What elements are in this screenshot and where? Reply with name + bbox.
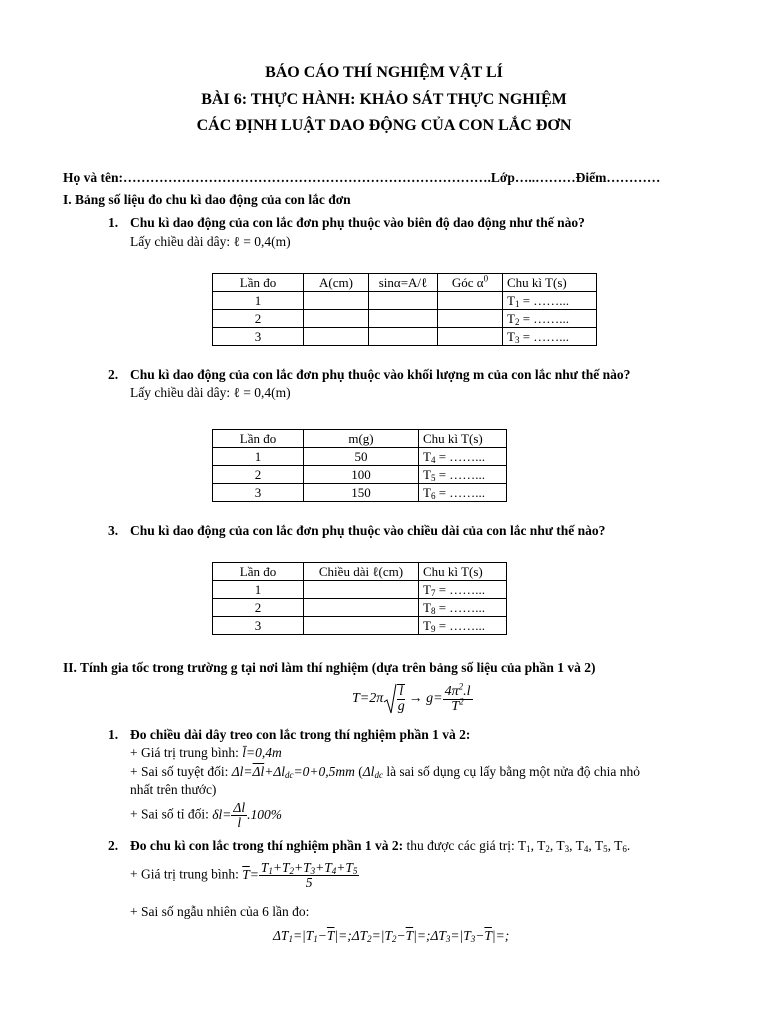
table-row <box>213 484 507 502</box>
cell-period: $T_5$ = ……... <box>419 466 507 484</box>
col-header-period: Chu kì T(s) <box>419 563 507 581</box>
length-absolute-error-note: nhất trên thước) <box>130 782 217 797</box>
cell-period: $T_8$ = ……... <box>419 599 507 617</box>
table-row <box>213 448 507 466</box>
cell-empty[interactable] <box>304 599 419 617</box>
question-1-text: Chu kì dao động của con lắc đơn phụ thuộc vào biên độ dao động như thế nào? <box>130 215 585 230</box>
report-title: BÁO CÁO THÍ NGHIỆM VẬT LÍ <box>265 64 503 81</box>
cell-trial: 2 <box>213 466 304 484</box>
cell-trial: 1 <box>213 448 304 466</box>
period-average-formula: $\overline{T}=$ $\frac{T_1+T_2+T_3+T_4+T_5}{5}$ <box>242 860 358 890</box>
angle-label: Góc α <box>451 275 484 290</box>
cell-trial: 1 <box>213 292 304 310</box>
period-formula: T=2π $\frac{l}{g}$ → g= $\frac{4\pi^2.l}{T^2}$ <box>352 680 471 714</box>
table-amplitude <box>212 273 597 346</box>
section-1-heading: I. Bảng số liệu đo chu kì dao động của con lắc đơn <box>63 192 351 207</box>
length-relative-error: + Sai số tỉ đối: δl= $\frac{\Delta l}{l}$ .100% <box>130 800 282 830</box>
cell-empty[interactable] <box>304 328 369 346</box>
table-row <box>213 581 507 599</box>
cell-empty[interactable] <box>369 328 438 346</box>
table-header-row <box>213 430 507 448</box>
cell-empty[interactable] <box>369 292 438 310</box>
question-1-number: 1. <box>108 215 119 230</box>
section-2-heading: II. Tính gia tốc trong trường g tại nơi làm thí nghiệm (dựa trên bảng số liệu của phần 1 và 2) <box>63 660 596 675</box>
cell-empty[interactable] <box>438 310 503 328</box>
item-2-title: Đo chu kì con lắc trong thí nghiệm phần 1 và 2: <box>130 838 404 853</box>
cell-empty[interactable] <box>369 310 438 328</box>
length-absolute-error-formula: $\Delta l=\overline{\Delta l}+\Delta l_{dc}=0+0,5mm$ <box>231 764 355 780</box>
cell-period: $T_4$ = ……... <box>419 448 507 466</box>
item-2-number: 2. <box>108 838 119 853</box>
table-header-row <box>213 563 507 581</box>
item-1-title: Đo chiều dài dây treo con lắc trong thí nghiệm phần 1 và 2: <box>130 727 471 742</box>
cell-period: $T_2$ = ……... <box>503 310 597 328</box>
length-average-formula: l̄=0,4m <box>242 745 282 760</box>
cell-trial: 2 <box>213 310 304 328</box>
table-row <box>213 466 507 484</box>
cell-empty[interactable] <box>304 292 369 310</box>
student-info-line: Họ và tên:……………………………………………………………………….Lớp…..………Điểm………… <box>63 170 661 185</box>
col-header-mass: m(g) <box>304 430 419 448</box>
cell-mass: 50 <box>304 448 419 466</box>
table-header-row <box>213 274 597 292</box>
table-row <box>213 617 507 635</box>
length-relative-error-formula: δl= $\frac{\Delta l}{l}$ .100% <box>212 800 282 830</box>
cell-empty[interactable] <box>304 581 419 599</box>
col-header-trial: Lần đo <box>213 274 304 292</box>
cell-empty[interactable] <box>304 617 419 635</box>
table-row <box>213 328 597 346</box>
cell-mass: 100 <box>304 466 419 484</box>
col-header-period: Chu kì T(s) <box>419 430 507 448</box>
cell-empty[interactable] <box>304 310 369 328</box>
lesson-title: BÀI 6: THỰC HÀNH: KHẢO SÁT THỰC NGHIỆM <box>201 91 567 108</box>
col-header-length: Chiều dài ℓ(cm) <box>304 563 419 581</box>
item-2-line: Đo chu kì con lắc trong thí nghiệm phần 1 và 2: thu được các giá trị: $T_1$, $T_2$, $T_3$, $T_4$, $T_5$, $T_6$. <box>130 838 631 854</box>
length-average: + Giá trị trung bình: l̄=0,4m <box>130 745 282 760</box>
cell-trial: 3 <box>213 617 304 635</box>
table-mass <box>212 429 507 502</box>
col-header-sin: sinα=A/ℓ <box>369 274 438 292</box>
cell-trial: 3 <box>213 328 304 346</box>
question-1-length: Lấy chiều dài dây: ℓ = 0,4(m) <box>130 234 291 249</box>
col-header-angle <box>438 274 503 292</box>
table-length <box>212 562 507 635</box>
cell-period: $T_3$ = ……... <box>503 328 597 346</box>
item-1-number: 1. <box>108 727 119 742</box>
cell-trial: 2 <box>213 599 304 617</box>
cell-mass: 150 <box>304 484 419 502</box>
table-row <box>213 310 597 328</box>
col-header-trial: Lần đo <box>213 430 304 448</box>
length-absolute-error: + Sai số tuyệt đối: $\Delta l=\overline{\Delta l}+\Delta l_{dc}=0+0,5mm$ ($\Delta l_{dc}$ là sai số dụng cụ lấy bằng một nửa độ chia nhỏ <box>130 764 640 780</box>
cell-empty[interactable] <box>438 328 503 346</box>
question-3-number: 3. <box>108 523 119 538</box>
cell-trial: 1 <box>213 581 304 599</box>
period-list: $T_1$, $T_2$, $T_3$, $T_4$, $T_5$, $T_6$. <box>517 838 631 854</box>
col-header-amplitude: A(cm) <box>304 274 369 292</box>
question-2-text: Chu kì dao động của con lắc đơn phụ thuộc vào khối lượng m của con lắc như thế nào? <box>130 367 631 382</box>
question-3-text: Chu kì dao động của con lắc đơn phụ thuộc vào chiều dài của con lắc như thế nào? <box>130 523 606 538</box>
table-row <box>213 292 597 310</box>
question-2-number: 2. <box>108 367 119 382</box>
cell-period: $T_1$ = ……... <box>503 292 597 310</box>
cell-trial: 3 <box>213 484 304 502</box>
sqrt-sign-icon <box>383 682 397 716</box>
lesson-subtitle: CÁC ĐỊNH LUẬT DAO ĐỘNG CỦA CON LẮC ĐƠN <box>196 117 572 134</box>
cell-empty[interactable] <box>438 292 503 310</box>
cell-period: $T_7$ = ……... <box>419 581 507 599</box>
period-average: + Giá trị trung bình: $\overline{T}=$ $\frac{T_1+T_2+T_3+T_4+T_5}{5}$ <box>130 860 358 890</box>
col-header-period: Chu kì T(s) <box>503 274 597 292</box>
cell-period: $T_9$ = ……... <box>419 617 507 635</box>
col-header-trial: Lần đo <box>213 563 304 581</box>
table-row <box>213 599 507 617</box>
degree-mark: 0 <box>483 273 489 284</box>
random-error-formula: $\Delta T_1=|T_1-\overline{T}|=;\Delta T_2=|T_2-\overline{T}|=;\Delta T_3=|T_3-\overline{T}|=$; <box>273 928 510 944</box>
random-error-label: + Sai số ngẫu nhiên của 6 lần đo: <box>130 904 310 919</box>
question-2-length: Lấy chiều dài dây: ℓ = 0,4(m) <box>130 385 291 400</box>
cell-period: $T_6$ = ……... <box>419 484 507 502</box>
